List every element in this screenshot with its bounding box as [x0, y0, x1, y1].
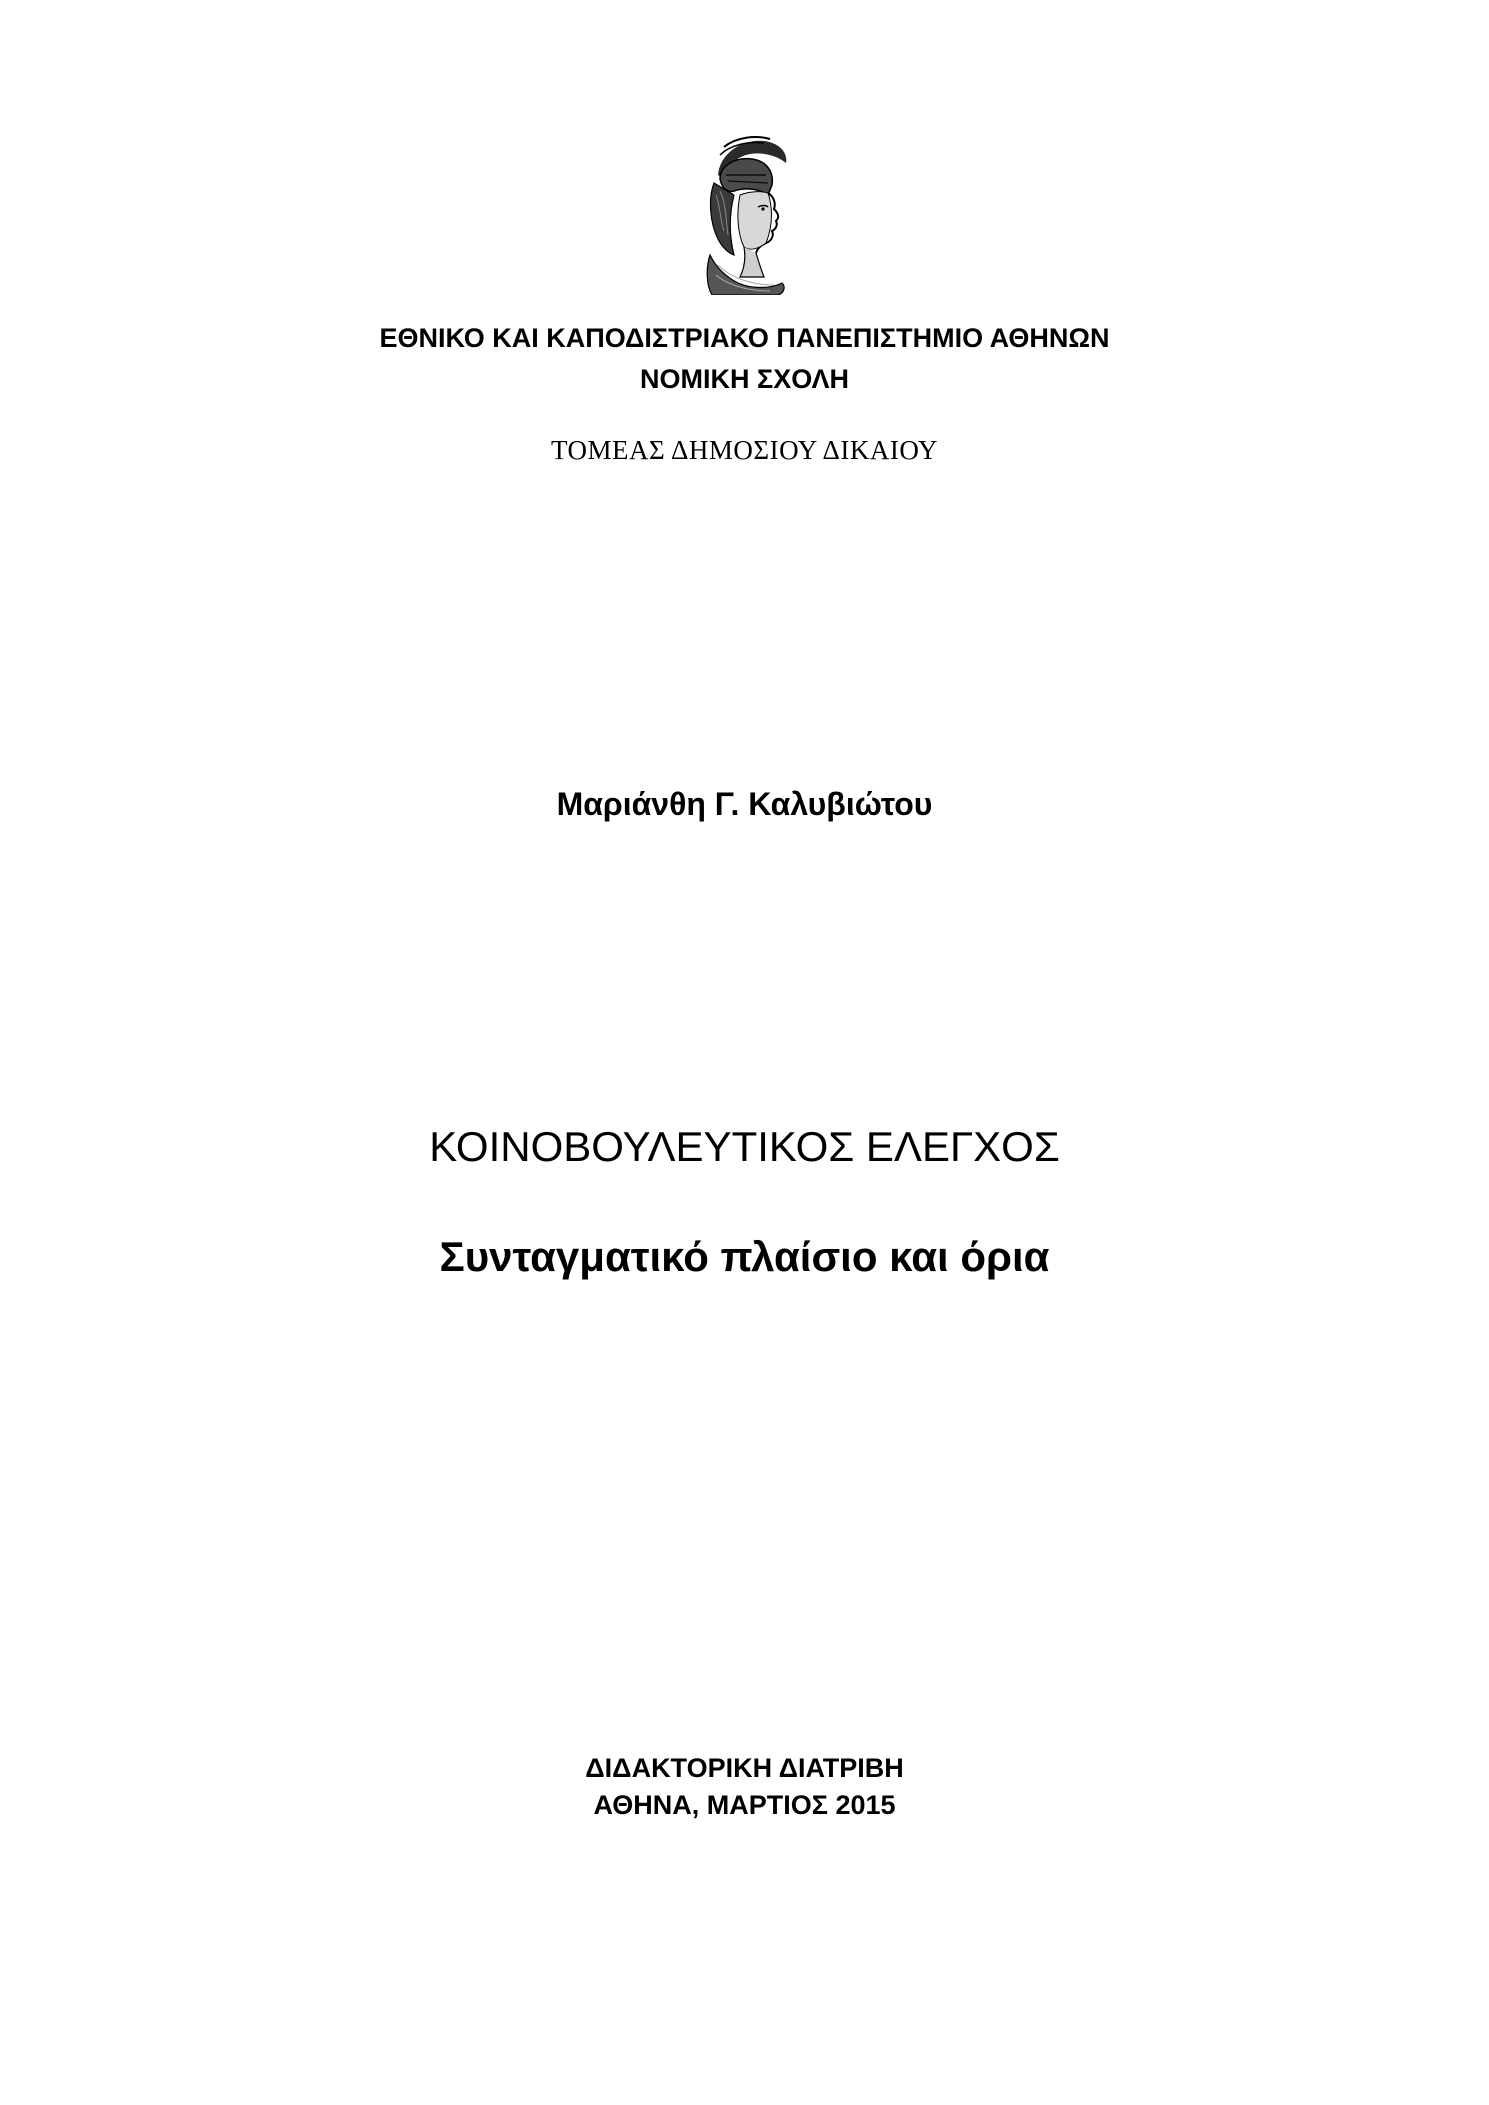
document-type: ΔΙΔΑΚΤΟΡΙΚΗ ΔΙΑΤΡΙΒΗ — [585, 1753, 904, 1783]
thesis-title: ΚΟΙΝΟΒΟΥΛΕΥΤΙΚΟΣ ΕΛΕΓΧΟΣ — [429, 1123, 1060, 1170]
institution-name: ΕΘΝΙΚΟ ΚΑΙ ΚΑΠΟΔΙΣΤΡΙΑΚΟ ΠΑΝΕΠΙΣΤΗΜΙΟ ΑΘΗΝΩΝ — [379, 323, 1110, 353]
place-date: ΑΘΗΝΑ, ΜΑΡΤΙΟΣ 2015 — [593, 1790, 896, 1820]
author-name: Μαριάνθη Γ. Καλυβιώτου — [556, 786, 933, 822]
department-name: ΤΟΜΕΑΣ ΔΗΜΟΣΙΟΥ ΔΙΚΑΙΟΥ — [551, 435, 938, 465]
school-name: ΝΟΜΙΚΗ ΣΧΟΛΗ — [640, 364, 849, 394]
thesis-subtitle: Συνταγματικό πλαίσιο και όρια — [439, 1233, 1050, 1280]
athena-head-emblem-icon — [690, 135, 802, 295]
